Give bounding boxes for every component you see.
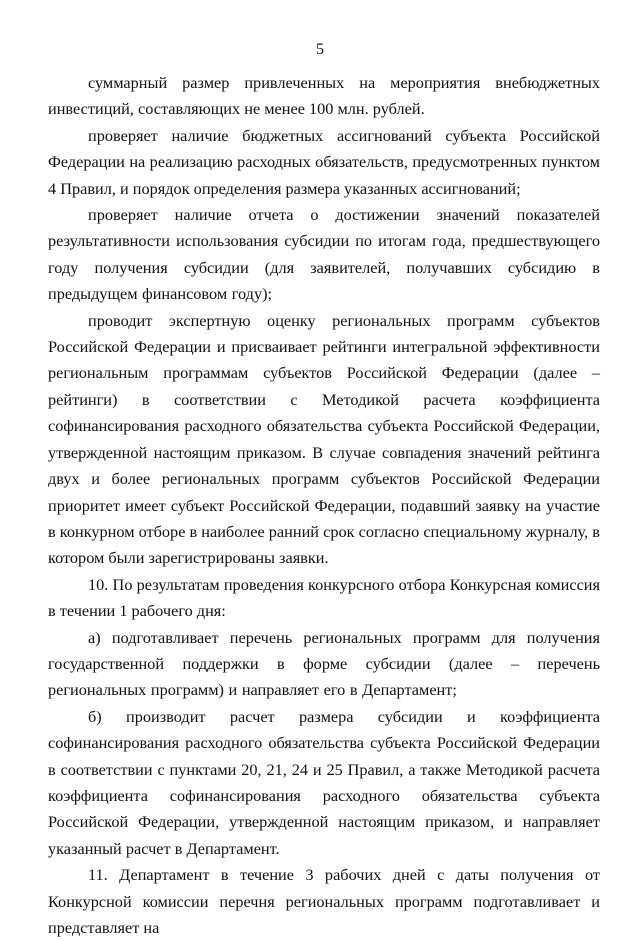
document-body — [48, 70, 600, 941]
paragraph-performance-report: проверяет наличие отчета о достижении значений показателей результативности использования субсидии по итогам года, предшествующего году получения субсидии (для заявителей, получавших субсидию в предыдущем финансовом году); — [48, 205, 600, 304]
page-number: 5 — [316, 41, 324, 58]
paragraph-item-10-b: б) производит расчет размера субсидии и коэффициента софинансирования расходного обязательства субъекта Российской Федерации в соответствии с пунктами 20, 21, 24 и 25 Правил, а также Методикой расчета коэффициента софинансирования расходного обязательства субъекта Российской Федерации, утвержденной настоящим приказом, и направляет указанный расчет в Департамент. — [48, 706, 600, 858]
paragraph-investments: суммарный размер привлеченных на мероприятия внебюджетных инвестиций, составляющих не менее 100 млн. рублей. — [48, 73, 600, 119]
paragraph-item-10: 10. По результатам проведения конкурсного отбора Конкурсная комиссия в течении 1 рабочего дня: — [48, 574, 600, 621]
paragraph-item-10-a: а) подготавливает перечень региональных программ для получения государственной поддержки в форме субсидии (далее – перечень региональных программ) и направляет его в Департамент; — [48, 627, 600, 700]
paragraph-budget-allocations: проверяет наличие бюджетных ассигнований субъекта Российской Федерации на реализацию расходных обязательств, предусмотренных пунктом 4 Правил, и порядок определения размера указанных ассигнований; — [48, 125, 600, 198]
paragraph-item-11: 11. Департамент в течение 3 рабочих дней с даты получения от Конкурсной комиссии перечня региональных программ подготавливает и представляет на — [48, 865, 600, 937]
paragraph-expert-evaluation: проводит экспертную оценку региональных программ субъектов Российской Федерации и присваивает рейтинги интегральной эффективности региональным программам субъектов Российской Федерации (далее – рейтинги) в соответствии с Методикой расчета коэффициента софинансирования расходного обязательства субъекта Российской Федерации, утвержденной настоящим приказом. В случае совпадения значений рейтинга двух и более региональных программ субъектов Российской Федерации приоритет имеет субъект Российской Федерации, подавший заявку на участие в конкурном отборе в наиболее ранний срок согласно специальному журналу, в котором были зарегистрированы заявки. — [48, 310, 600, 568]
